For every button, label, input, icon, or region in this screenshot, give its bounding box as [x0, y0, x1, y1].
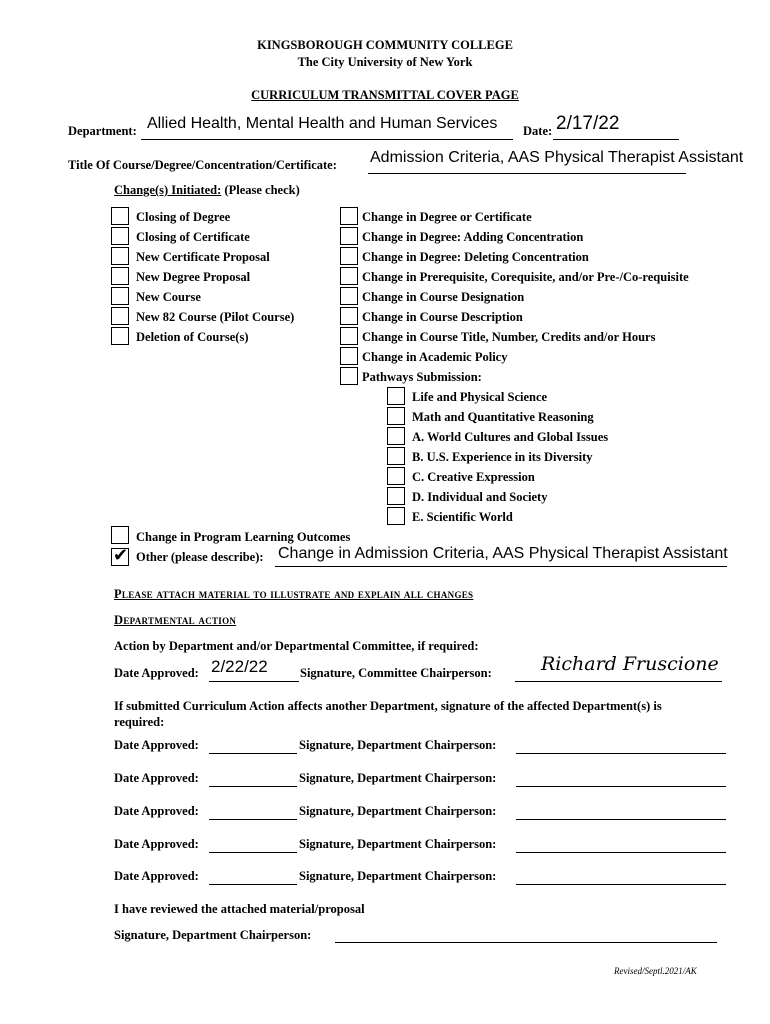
change-option-label: Closing of Certificate	[136, 230, 250, 244]
program-outcomes-checkbox[interactable]	[111, 526, 129, 544]
final-signature-field[interactable]	[335, 942, 717, 943]
reviewed-note: I have reviewed the attached material/proposal	[114, 902, 365, 916]
pathways-option-label: D. Individual and Society	[412, 490, 548, 504]
revision-footer: Revised/Septl.2021/AK	[614, 966, 697, 976]
pathways-option-label: B. U.S. Experience in its Diversity	[412, 450, 593, 464]
pathways-option-checkbox[interactable]	[387, 407, 405, 425]
committee-date-label: Date Approved:	[114, 666, 199, 680]
date-label: Date:	[523, 124, 553, 138]
pathways-option-checkbox[interactable]	[387, 427, 405, 445]
committee-signature: Richard Fruscione	[541, 653, 719, 675]
change-option-checkbox[interactable]	[340, 267, 358, 285]
change-option-label: New Degree Proposal	[136, 270, 251, 284]
change-option-checkbox[interactable]	[111, 227, 129, 245]
pathways-option-label: A. World Cultures and Global Issues	[412, 430, 609, 444]
change-option-checkbox[interactable]	[340, 307, 358, 325]
action-note: Action by Department and/or Departmental Committee, if required:	[114, 639, 479, 653]
departmental-action-heading: Departmental action	[114, 613, 237, 627]
pathways-option-checkbox[interactable]	[387, 487, 405, 505]
pathways-option-label: Math and Quantitative Reasoning	[412, 410, 594, 424]
change-option-label: New Course	[136, 290, 201, 304]
dept-signature-field[interactable]	[516, 852, 726, 853]
dept-date-label: Date Approved:	[114, 869, 199, 883]
dept-date-label: Date Approved:	[114, 837, 199, 851]
dept-date-label: Date Approved:	[114, 771, 199, 785]
change-option-label: Pathways Submission:	[362, 370, 482, 384]
affected-note-line2: required:	[114, 715, 165, 729]
dept-signature-field[interactable]	[516, 753, 726, 754]
attach-note: Please attach material to illustrate and explain all changes	[114, 587, 474, 601]
dept-date-field[interactable]	[209, 884, 297, 885]
changes-initiated-label: Change(s) Initiated: (Please check)	[114, 183, 300, 197]
university-name: The City University of New York	[297, 55, 473, 69]
dept-signature-label: Signature, Department Chairperson:	[299, 869, 497, 883]
change-option-label: Change in Prerequisite, Corequisite, and/or Pre-/Co-requisite	[362, 270, 689, 284]
change-option-label: Change in Course Designation	[362, 290, 525, 304]
pathways-option-label: Life and Physical Science	[412, 390, 548, 404]
form-title: CURRICULUM TRANSMITTAL COVER PAGE	[251, 88, 519, 102]
checkmark-icon: ✔	[113, 545, 129, 566]
dept-date-label: Date Approved:	[114, 804, 199, 818]
affected-note-line1: If submitted Curriculum Action affects another Department, signature of the affected Department(s) is	[114, 699, 662, 713]
dept-signature-label: Signature, Department Chairperson:	[299, 837, 497, 851]
change-option-checkbox[interactable]	[340, 347, 358, 365]
program-outcomes-label: Change in Program Learning Outcomes	[136, 530, 351, 544]
title-field[interactable]: Admission Criteria, AAS Physical Therapist Assistant	[370, 149, 744, 166]
change-option-checkbox[interactable]	[111, 307, 129, 325]
dept-date-label: Date Approved:	[114, 738, 199, 752]
committee-signature-label: Signature, Committee Chairperson:	[300, 666, 492, 680]
change-option-checkbox[interactable]	[111, 327, 129, 345]
change-option-checkbox[interactable]	[340, 247, 358, 265]
change-option-checkbox[interactable]	[111, 287, 129, 305]
date-field[interactable]: 2/17/22	[556, 113, 620, 134]
change-option-checkbox[interactable]	[340, 287, 358, 305]
pathways-option-label: C. Creative Expression	[412, 470, 535, 484]
change-option-label: Change in Degree: Adding Concentration	[362, 230, 584, 244]
change-option-checkbox[interactable]	[340, 367, 358, 385]
change-option-checkbox[interactable]	[111, 207, 129, 225]
other-description-field[interactable]: Change in Admission Criteria, AAS Physical Therapist Assistant	[278, 545, 728, 562]
dept-signature-label: Signature, Department Chairperson:	[299, 771, 497, 785]
change-option-checkbox[interactable]	[340, 327, 358, 345]
change-option-label: New Certificate Proposal	[136, 250, 270, 264]
pathways-option-checkbox[interactable]	[387, 447, 405, 465]
pathways-option-checkbox[interactable]	[387, 467, 405, 485]
dept-signature-field[interactable]	[516, 884, 726, 885]
change-option-label: Change in Course Title, Number, Credits and/or Hours	[362, 330, 656, 344]
pathways-option-label: E. Scientific World	[412, 510, 513, 524]
other-checkbox[interactable]	[111, 545, 129, 566]
dept-signature-field[interactable]	[516, 786, 726, 787]
department-label: Department:	[68, 124, 137, 138]
change-option-label: Change in Degree or Certificate	[362, 210, 532, 224]
change-option-checkbox[interactable]	[111, 267, 129, 285]
change-option-label: New 82 Course (Pilot Course)	[136, 310, 295, 324]
dept-date-field[interactable]	[209, 852, 297, 853]
pathways-option-checkbox[interactable]	[387, 387, 405, 405]
dept-date-field[interactable]	[209, 753, 297, 754]
change-option-checkbox[interactable]	[340, 207, 358, 225]
dept-signature-field[interactable]	[516, 819, 726, 820]
dept-signature-label: Signature, Department Chairperson:	[299, 804, 497, 818]
title-label: Title Of Course/Degree/Concentration/Certificate:	[68, 158, 337, 172]
change-option-label: Change in Academic Policy	[362, 350, 508, 364]
change-option-label: Closing of Degree	[136, 210, 231, 224]
change-option-label: Change in Course Description	[362, 310, 523, 324]
change-option-checkbox[interactable]	[111, 247, 129, 265]
department-field[interactable]: Allied Health, Mental Health and Human Services	[147, 115, 498, 132]
change-option-label: Deletion of Course(s)	[136, 330, 249, 344]
change-option-checkbox[interactable]	[340, 227, 358, 245]
pathways-option-checkbox[interactable]	[387, 507, 405, 525]
dept-signature-label: Signature, Department Chairperson:	[299, 738, 497, 752]
change-option-label: Change in Degree: Deleting Concentration	[362, 250, 589, 264]
other-label: Other (please describe):	[136, 550, 264, 564]
final-signature-label: Signature, Department Chairperson:	[114, 928, 312, 942]
college-name: KINGSBOROUGH COMMUNITY COLLEGE	[257, 38, 513, 52]
dept-date-field[interactable]	[209, 819, 297, 820]
committee-date-field[interactable]: 2/22/22	[211, 657, 268, 676]
dept-date-field[interactable]	[209, 786, 297, 787]
